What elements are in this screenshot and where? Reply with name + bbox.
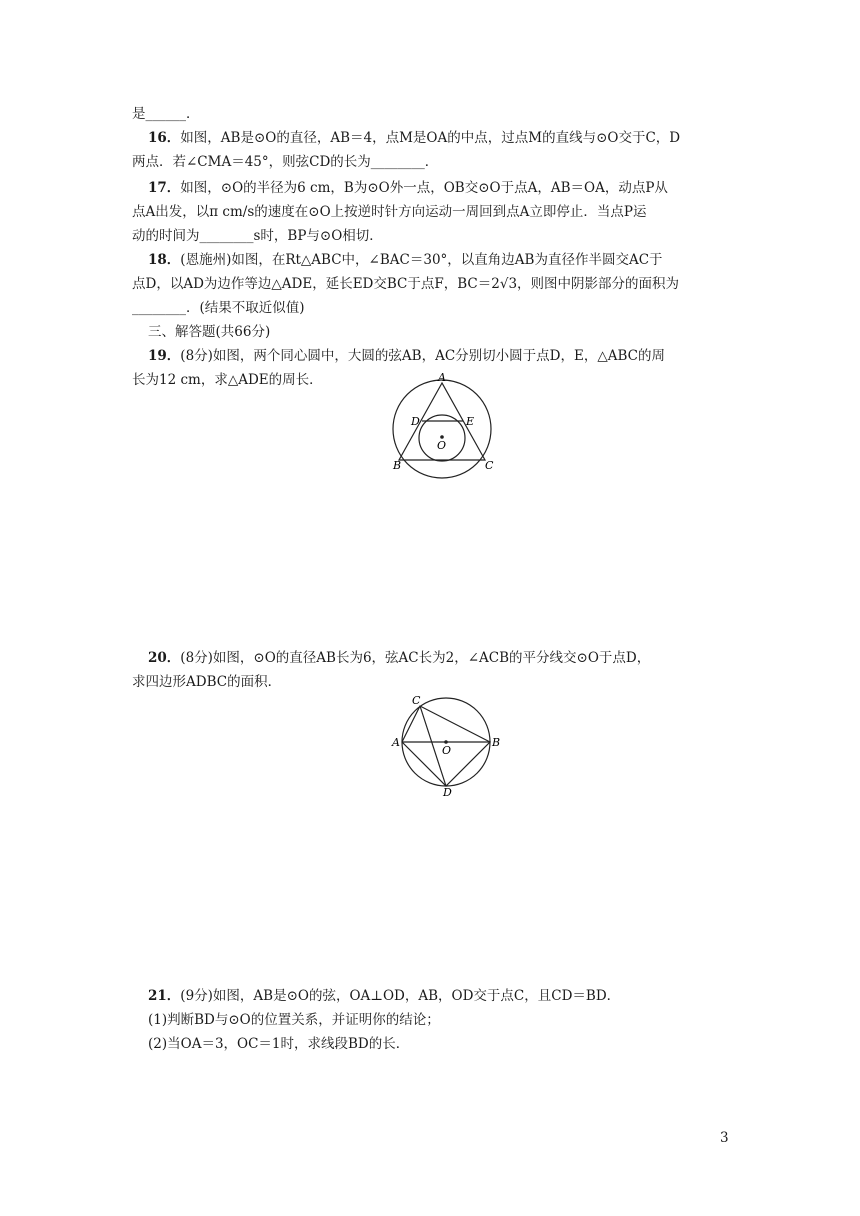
q20-figure [390, 692, 505, 798]
q20-label-b: B [492, 736, 501, 749]
q21-text1: (9分)如图，AB是⊙O的弦，OA⊥OD，AB，OD交于点C，且CD＝BD． [180, 988, 621, 1004]
q19-large-circle [393, 380, 491, 478]
q20-label-d: D [443, 786, 452, 798]
q17-number: 17． [148, 180, 181, 196]
q17-line1 [148, 178, 668, 198]
q18-number: 18． [148, 252, 181, 268]
q21-line1 [148, 986, 620, 1006]
q16-number: 16． [148, 130, 181, 146]
q19-label-c: C [485, 459, 494, 472]
q18-line2: 点D，以AD为边作等边△ADE，延长ED交BC于点F，BC＝2√3，则图中阴影部分的面积为 [132, 276, 680, 292]
q19-number: 19． [148, 348, 181, 364]
q18-text1: (恩施州)如图，在Rt△ABC中，∠BAC＝30°，以直角边AB为直径作半圆交AC于 [180, 252, 663, 268]
q20-text1: (8分)如图，⊙O的直径AB长为6，弦AC长为2，∠ACB的平分线交⊙O于点D， [180, 650, 651, 666]
q21-line3: (2)当OA＝3，OC＝1时，求线段BD的长． [148, 1036, 410, 1052]
q19-line1 [148, 346, 665, 366]
q17-line2: 点A出发，以π cm/s的速度在⊙O上按逆时针方向运动一周回到点A立即停止．当点P运 [132, 204, 647, 220]
q16-line2: 两点．若∠CMA＝45°，则弦CD的长为________． [132, 154, 439, 170]
q20-label-a: A [392, 736, 400, 749]
q15-tail: 是______． [132, 106, 200, 122]
q19-line2: 长为12 cm，求△ADE的周长． [132, 372, 323, 388]
q20-line1 [148, 648, 650, 668]
q20-label-o: O [442, 744, 452, 757]
q19-label-d: D [411, 415, 420, 428]
q19-label-e: E [466, 415, 475, 428]
q20-number: 20． [148, 650, 181, 666]
q20-line2: 求四边形ADBC的面积． [132, 674, 282, 690]
q18-line1 [148, 250, 663, 270]
q19-label-o: O [437, 439, 447, 452]
q21-number: 21． [148, 988, 181, 1004]
q19-text1: (8分)如图，两个同心圆中，大圆的弦AB，AC分别切小圆于点D，E，△ABC的周 [180, 348, 665, 364]
q17-text1: 如图，⊙O的半径为6 cm，B为⊙O外一点，OB交⊙O于点A，AB＝OA，动点P从 [180, 180, 668, 196]
page-number: 3 [720, 1130, 729, 1146]
q19-label-a: A [438, 372, 446, 384]
q18-line3: ________．(结果不取近似值) [132, 300, 305, 316]
section-heading: 三、解答题(共66分) [148, 324, 271, 340]
q20-label-c: C [412, 694, 421, 707]
q16-line1 [148, 128, 680, 148]
q21-line2: (1)判断BD与⊙O的位置关系，并证明你的结论； [148, 1012, 440, 1028]
q19-label-b: B [393, 459, 402, 472]
q17-line3: 动的时间为________s时，BP与⊙O相切． [132, 228, 383, 244]
q19-figure [380, 372, 510, 482]
q16-text1: 如图，AB是⊙O的直径，AB＝4，点M是OA的中点，过点M的直线与⊙O交于C，D [180, 130, 681, 146]
